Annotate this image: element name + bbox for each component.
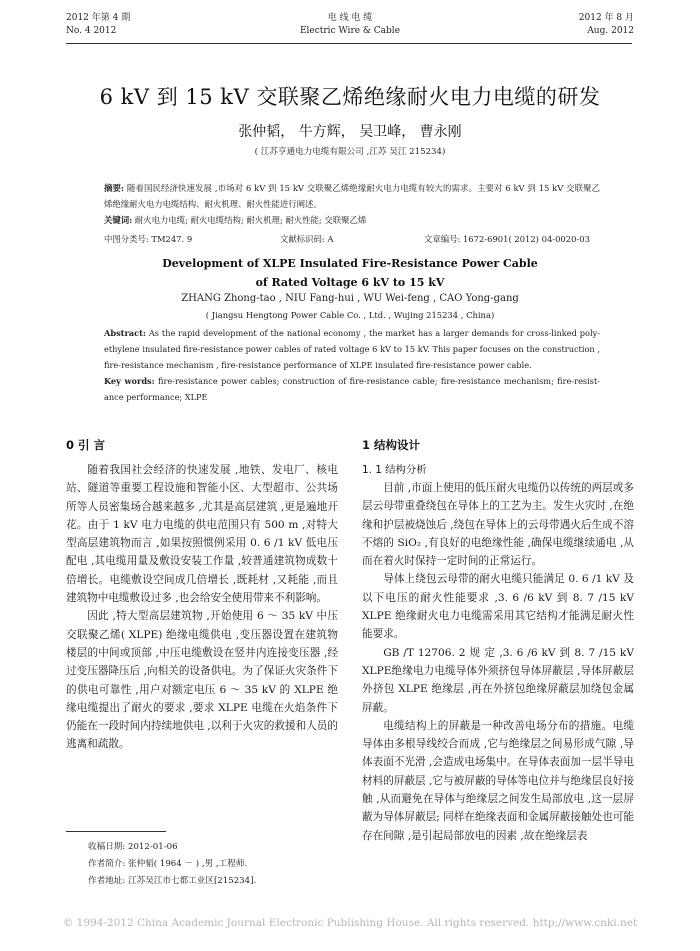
section-1-paragraph-1: 目前 ,市面上使用的低压耐火电缆仍以传统的两层或多层云母带重叠绕包在导体上的工艺为主。发生火灾时 ,在绝缘和护层被烧蚀后 ,绕包在导体上的云母带遇火后生成不溶不熔的 SiO₂ ,有良好的电绝缘性能 ,确保电缆继续通电 ,从而在着火时保持一定时间的正常运行。 <box>362 482 634 568</box>
section-1-1-heading: 1. 1 结构分析 <box>362 464 427 476</box>
header-date-en: Aug. 2012 <box>587 26 634 36</box>
authors-cn: 张仲韬， 牛方辉， 吴卫峰， 曹永刚 <box>238 124 462 140</box>
authors-en: ZHANG Zhong-tao , NIU Fang-hui , WU Wei-feng , CAO Yong-gang <box>181 293 519 304</box>
paper-title-en-line2: of Rated Voltage 6 kV to 15 kV <box>255 276 445 289</box>
abstract-cn-text: 随着国民经济快速发展 ,市场对 6 kV 到 15 kV 交联聚乙烯绝缘耐火电力电缆有较大的需求。主要对 6 kV 到 15 kV 交联聚乙烯绝缘耐火电力电缆结构、耐火机理、耐火性能进行阐述。 <box>104 183 600 209</box>
section-1-paragraph-4: 电缆结构上的屏蔽是一种改善电场分布的措施。电缆导体由多根导线绞合而成 ,它与绝缘层之间易形成气隙 ,导体表面不光滑 ,会造成电场集中。在导体表面加一层半导电材料的屏蔽层 ,它与被屏蔽的导体等电位并与绝缘层良好接触 ,从而避免在导体与绝缘层之间发生局部放电 ,这一层屏蔽为导体屏蔽层; 同样在绝缘表面和金属屏蔽接触处也可能存在间隙 ,是引起局部放电的因素 ,故在绝缘层表 <box>362 719 634 842</box>
footnote <box>88 839 338 890</box>
header-divider <box>66 43 632 44</box>
clc-number: 中图分类号: TM247. 9 <box>104 234 193 244</box>
abstract-en <box>104 325 600 405</box>
section-0-paragraph-2: 因此 ,特大型高层建筑物 ,开始使用 6 ～ 35 kV 中压交联聚乙烯( XLPE) 绝缘电缆供电 ,变压器设置在建筑物楼层的中间或顶部 ,中压电缆敷设在竖井内连接变压器 ,经过变压器降压后 ,向相关的设备供电。为了保证火灾条件下的供电可靠性 ,用户对额定电压 6 ～ 35 kV 的 XLPE 绝缘电缆提出了耐火的要求 ,要求 XLPE 电缆在火焰条件下仍能在一段时间内持续地供电 ,以利于火灾的救援和人员的逃离和疏散。 <box>66 610 338 751</box>
header-journal-en: Electric Wire & Cable <box>299 26 401 36</box>
keywords-en-paragraph <box>104 373 600 405</box>
header-journal-cn: 电 线 电 缆 <box>327 13 373 23</box>
author-bio: 作者简介: 张仲韬( 1964 － ) ,男 ,工程师. <box>88 859 248 869</box>
abstract-cn-label: 摘要: <box>104 183 125 193</box>
paper-title-cn: 6 kV 到 15 kV 交联聚乙烯绝缘耐火电力电缆的研发 <box>99 85 601 109</box>
abstract-en-label: Abstract: <box>104 328 146 338</box>
section-1-heading: 1 结构设计 <box>362 438 421 452</box>
document-code: 文献标识码: A <box>280 234 334 244</box>
section-0-paragraph-1: 随着我国社会经济的快速发展 ,地铁、发电厂、核电站、隧道等重要工程设施和智能小区、大型超市、公共场所等人员密集场合越来越多 ,尤其是高层建筑 ,更是遍地开花。由于 1 kV 电力电缆的供电范围只有 500 m ,对特大型高层建筑物而言 ,如果按照惯例采用 0. 6 /1 kV 低电压配电 ,其电缆用量及敷设安装工作量 ,较普通建筑物成数十倍增长。电缆敷设空间成几倍增长 ,既耗材 ,又耗能 ,而且建筑物中电缆敷设过多 ,也会给安全使用带来不利影响。 <box>66 464 338 605</box>
abstract-cn <box>104 180 600 228</box>
abstract-en-paragraph <box>104 325 600 373</box>
author-address: 作者地址: 江苏吴江市七都工业区[215234]. <box>88 876 257 886</box>
keywords-cn-text: 耐火电力电缆; 耐火电缆结构; 耐火机理; 耐火性能; 交联聚乙烯 <box>132 215 367 225</box>
header-issue-en: No. 4 2012 <box>66 26 117 36</box>
keywords-en-label: Key words: <box>104 376 155 386</box>
section-0-body <box>66 461 338 754</box>
abstract-en-text: As the rapid development of the national economy , the market has a larger demands for cross-linked poly-ethylene insulated fire-resistance power cables of rated voltage 6 kV to 15 kV. This paper focuses on the construction , fire-resistance mechanism , fire-resistance performance of XLPE insulated fire-resistance power cable. <box>104 328 600 370</box>
affiliation-cn: ( 江苏亨通电力电缆有限公司 ,江苏 吴江 215234) <box>254 147 446 157</box>
footnote-divider <box>66 831 166 832</box>
section-1-paragraph-3: GB /T 12706. 2 规 定 ,3. 6 /6 kV 到 8. 7 /15 kV XLPE绝缘电力电缆导体外须挤包导体屏蔽层 ,导体屏蔽层外挤包 XLPE 绝缘层 ,再在外挤包绝缘屏蔽层加绕包金属屏蔽。 <box>362 646 634 714</box>
section-1-paragraph-2: 导体上绕包云母带的耐火电缆只能满足 0. 6 /1 kV 及以下电压的耐火性能要求 ,3. 6 /6 kV 到 8. 7 /15 kV XLPE 绝缘耐火电力电缆需采用其它结构才能满足耐火性能要求。 <box>362 573 634 641</box>
paper-title-en-line1: Development of XLPE Insulated Fire-Resistance Power Cable <box>162 257 538 270</box>
paper-title-en <box>0 254 700 292</box>
abstract-cn-paragraph <box>104 180 600 212</box>
affiliation-en: ( Jiangsu Hengtong Power Cable Co. , Ltd. , Wujing 215234 , China) <box>205 310 495 320</box>
keywords-cn-paragraph <box>104 212 600 228</box>
article-number: 文章编号: 1672-6901( 2012) 04-0020-03 <box>424 234 590 244</box>
header-date <box>579 12 634 38</box>
keywords-en-text: fire-resistance power cables; construction of fire-resistance cable; fire-resistance mechanism; fire-resist-ance performance; XLPE <box>104 376 600 402</box>
copyright-footer: © 1994-2012 China Academic Journal Electronic Publishing House. All rights reserved. http://www.cnki.net <box>62 917 638 929</box>
header-issue-cn: 2012 年第 4 期 <box>66 13 131 23</box>
section-0-heading: 0 引 言 <box>66 438 106 452</box>
header-date-cn: 2012 年 8 月 <box>578 13 634 23</box>
keywords-cn-label: 关键词: <box>104 215 133 225</box>
received-date: 收稿日期: 2012-01-06 <box>88 842 178 852</box>
section-1-body <box>362 479 634 845</box>
